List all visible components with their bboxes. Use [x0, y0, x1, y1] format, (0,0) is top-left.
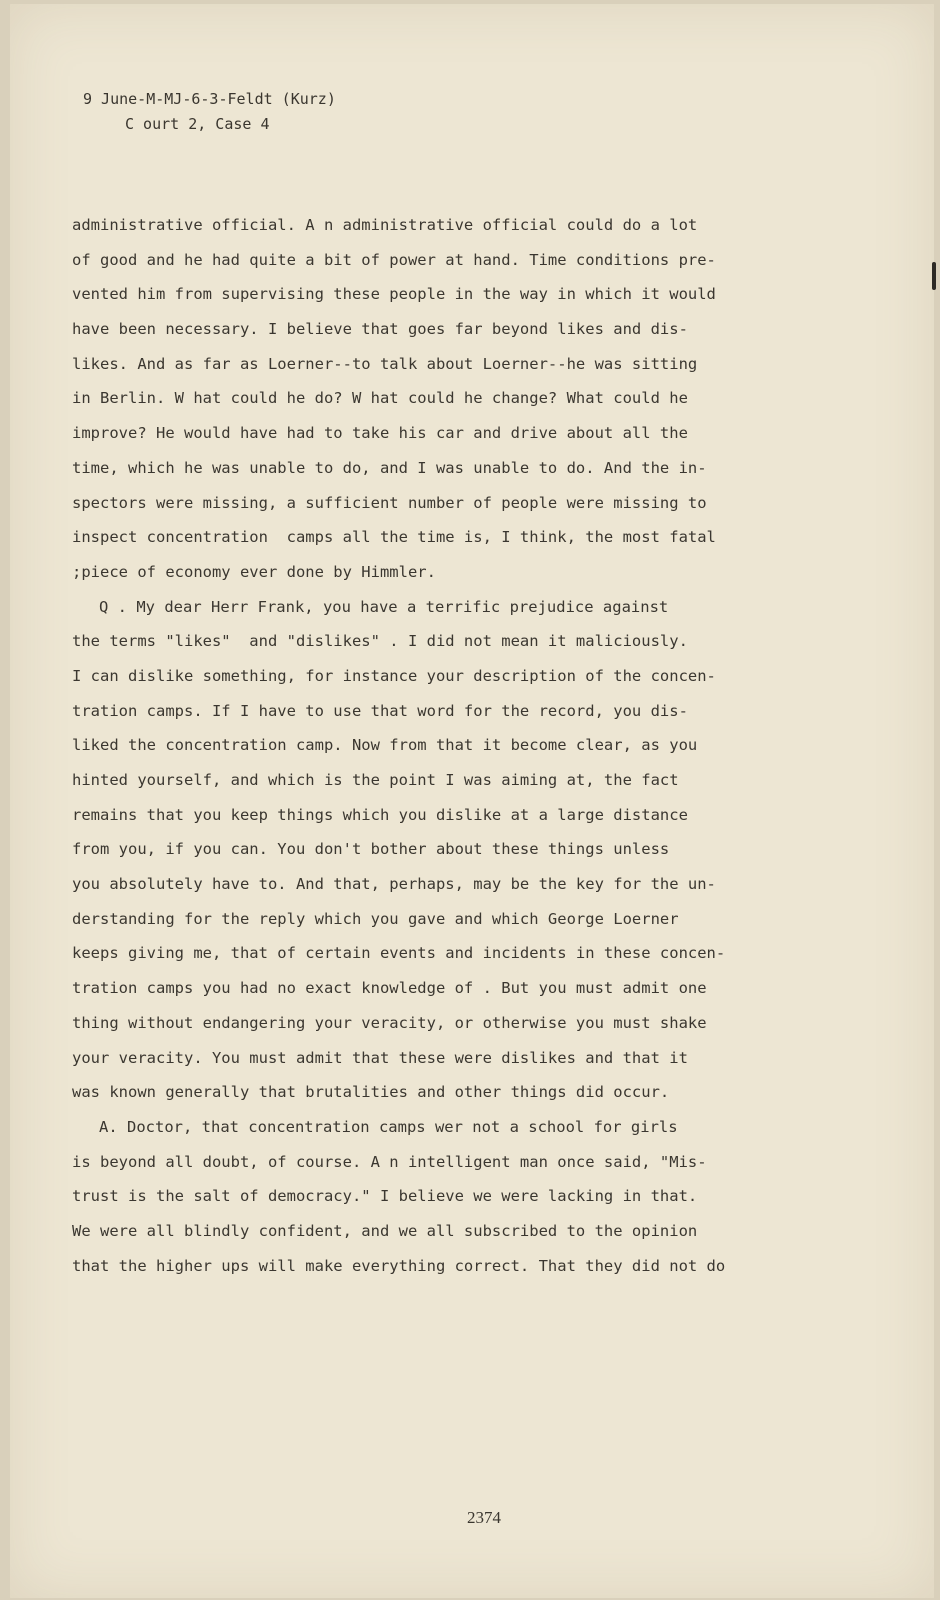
document-header — [83, 87, 336, 137]
transcript-line: ;piece of economy ever done by Himmler. — [72, 562, 436, 581]
transcript-line: of good and he had quite a bit of power at hand. Time conditions pre- — [72, 250, 716, 269]
transcript-line: Q . My dear Herr Frank, you have a terrific prejudice against — [99, 597, 669, 616]
transcript-line: keeps giving me, that of certain events and incidents in these concen- — [72, 944, 726, 963]
transcript-line: have been necessary. I believe that goes far beyond likes and dis- — [72, 320, 688, 339]
header-session-id: 9 June-M-MJ-6-3-Feldt (Kurz) — [83, 90, 336, 108]
transcript-line: tration camps you had no exact knowledge of . But you must admit one — [72, 979, 707, 998]
document-page — [10, 4, 934, 1598]
transcript-line: time, which he was unable to do, and I was unable to do. And the in- — [72, 458, 707, 477]
transcript-line: spectors were missing, a sufficient number of people were missing to — [72, 493, 707, 512]
transcript-line: thing without endangering your veracity, or otherwise you must shake — [72, 1013, 707, 1032]
transcript-line: you absolutely have to. And that, perhaps, may be the key for the un- — [72, 875, 716, 894]
transcript-line: liked the concentration camp. Now from that it become clear, as you — [72, 736, 698, 755]
page-number: 2374 — [467, 1508, 501, 1527]
binding-mark — [932, 262, 936, 290]
transcript-line: was known generally that brutalities and other things did occur. — [72, 1083, 670, 1102]
transcript-line: inspect concentration camps all the time is, I think, the most fatal — [72, 528, 716, 547]
transcript-line: from you, if you can. You don't bother about these things unless — [72, 840, 670, 859]
transcript-body — [72, 208, 810, 1283]
transcript-line: improve? He would have had to take his car and drive about all the — [72, 424, 688, 443]
transcript-line: remains that you keep things which you dislike at a large distance — [72, 805, 688, 824]
transcript-line: your veracity. You must admit that these were dislikes and that it — [72, 1048, 688, 1067]
transcript-line: A. Doctor, that concentration camps wer not a school for girls — [99, 1117, 678, 1136]
transcript-line: hinted yourself, and which is the point I was aiming at, the fact — [72, 771, 679, 789]
transcript-line: that the higher ups will make everything correct. That they did not do — [72, 1256, 726, 1275]
transcript-line: vented him from supervising these people in the way in which it would — [72, 285, 716, 304]
transcript-line: trust is the salt of democracy." I believe we were lacking in that. — [72, 1187, 698, 1206]
transcript-line: tration camps. If I have to use that word for the record, you dis- — [72, 701, 688, 720]
transcript-line: the terms "likes" and "dislikes" . I did not mean it maliciously. — [72, 632, 688, 651]
transcript-line: We were all blindly confident, and we all subscribed to the opinion — [72, 1221, 698, 1240]
header-court-case: C ourt 2, Case 4 — [125, 115, 270, 133]
transcript-line: in Berlin. W hat could he do? W hat could he change? What could he — [72, 389, 688, 408]
transcript-line: is beyond all doubt, of course. A n intelligent man once said, "Mis- — [72, 1152, 707, 1171]
transcript-line: I can dislike something, for instance your description of the concen- — [72, 666, 716, 685]
transcript-line: likes. And as far as Loerner--to talk about Loerner--he was sitting — [72, 354, 698, 373]
transcript-line: administrative official. A n administrative official could do a lot — [72, 216, 698, 234]
transcript-line: derstanding for the reply which you gave and which George Loerner — [72, 909, 679, 928]
